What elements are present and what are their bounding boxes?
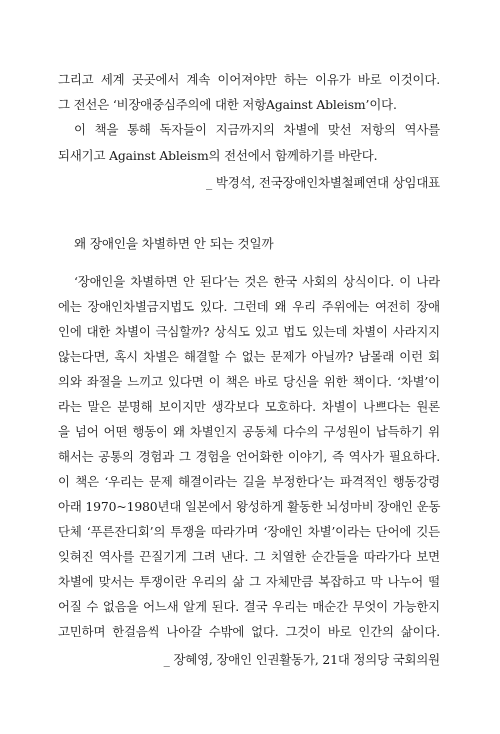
text-line: 않는다면, 혹시 차별은 해결할 수 없는 문제가 아닐까? 남몰래 이런 회 — [58, 349, 440, 364]
text-line: 차별에 맞서는 투쟁이란 우리의 삶 그 자체만큼 복잡하고 막 나누어 떨 — [58, 574, 440, 589]
text-line: 어질 수 없음을 어느새 알게 된다. 결국 우리는 매순간 무엇이 가능한지 — [58, 599, 440, 614]
section-heading: 왜 장애인을 차별하면 안 되는 것일까 — [74, 236, 274, 251]
text-line: 아래 1970~1980년대 일본에서 왕성하게 활동한 뇌성마비 장애인 운동 — [58, 499, 441, 514]
text-line: 의와 좌절을 느끼고 있다면 이 책은 바로 당신을 위한 책이다. ‘차별’이 — [58, 374, 440, 389]
text-line: 단체 ‘푸른잔디회’의 투쟁을 따라가며 ‘장애인 차별’이라는 단어에 깃든 — [58, 524, 440, 539]
text-line: ‘장애인을 차별하면 안 된다’는 것은 한국 사회의 상식이다. 이 나라 — [74, 274, 440, 289]
text-line: 해서는 공통의 경험과 그 경험을 언어화한 이야기, 즉 역사가 필요하다. — [58, 449, 440, 464]
text-line: 이 책을 통해 독자들이 지금까지의 차별에 맞선 저항의 역사를 — [74, 122, 440, 137]
text-line: 그리고 세계 곳곳에서 계속 이어져야만 하는 이유가 바로 이것이다. — [58, 72, 440, 87]
text-line: 인에 대한 차별이 극심할까? 상식도 있고 법도 있는데 차별이 사라지지 — [58, 324, 440, 339]
signature-jang: _ 장혜영, 장애인 인권활동가, 21대 정의당 국회의원 — [163, 652, 440, 667]
text-line: 이 책은 ‘우리는 문제 해결이라는 길을 부정한다’는 파격적인 행동강령 — [58, 474, 440, 489]
text-line: 그 전선은 ‘비장애중심주의에 대한 저항Against Ableism’이다. — [58, 97, 397, 112]
text-line: 라는 말은 분명해 보이지만 생각보다 모호하다. 차별이 나쁘다는 원론 — [58, 399, 440, 414]
text-line: 잊혀진 역사를 끈질기게 그려 낸다. 그 치열한 순간들을 따라가다 보면 — [58, 549, 440, 564]
text-line: 을 넘어 어떤 행동이 왜 차별인지 공동체 다수의 구성원이 납득하기 위 — [58, 424, 440, 439]
text-line: 고민하며 한걸음씩 나아갈 수밖에 없다. 그것이 바로 인간의 삶이다. — [58, 624, 440, 639]
text-line: 되새기고 Against Ableism의 전선에서 함께하기를 바란다. — [58, 148, 378, 163]
text-line: 에는 장애인차별금지법도 있다. 그런데 왜 우리 주위에는 여전히 장애 — [58, 299, 440, 314]
signature-park: _ 박경석, 전국장애인차별철폐연대 상임대표 — [206, 175, 440, 190]
